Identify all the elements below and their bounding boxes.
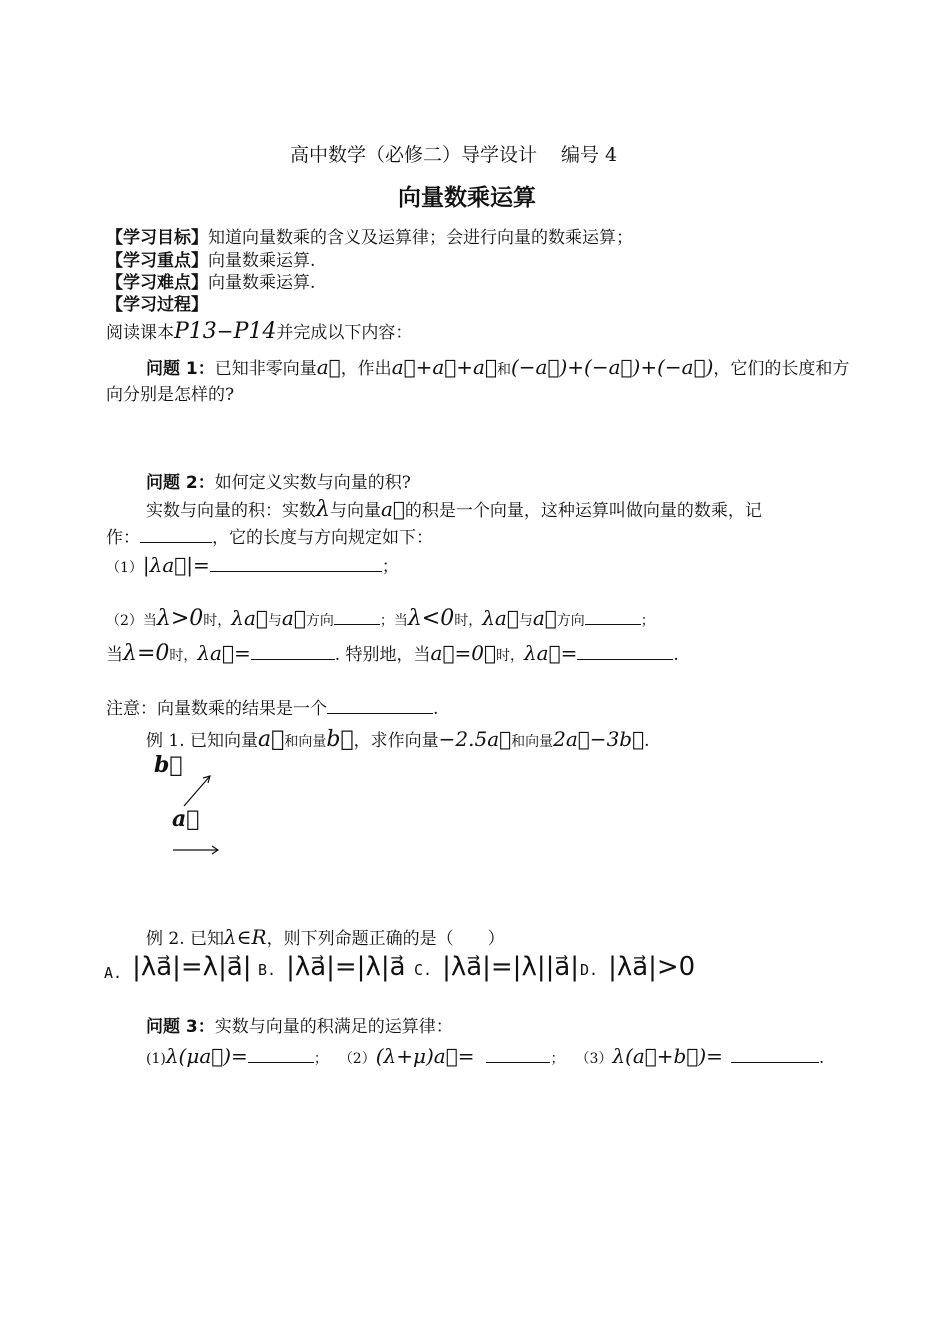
- law-distributive-scalar: (λ+μ)a⃗=: [375, 1044, 475, 1068]
- length-blank[interactable]: [210, 557, 382, 572]
- option-b[interactable]: B. |λa⃗|=|λ|a⃗: [258, 952, 406, 982]
- q2-definition-cont: 作： ，它的长度与方向规定如下：: [106, 528, 433, 548]
- figure-label-b: b⃗: [154, 752, 183, 778]
- q3-laws: (1)λ(μa⃗)= ； （2）(λ+μ)a⃗= ； （3）λ(a⃗+b⃗)= .: [146, 1044, 825, 1068]
- question-3: 问题 3：实数与向量的积满足的运算律：: [146, 1017, 453, 1037]
- goal-label: 【学习目标】: [106, 228, 208, 248]
- q1-label: 问题 1：: [146, 359, 215, 379]
- direction-blank-positive[interactable]: [334, 610, 380, 625]
- series-number: 编号 4: [561, 144, 618, 166]
- distributive-scalar-blank[interactable]: [486, 1048, 550, 1063]
- q2-item-3: 当λ=0时，λa⃗= . 特别地，当a⃗=0⃗时，λa⃗= .: [106, 641, 679, 666]
- reading-instruction: 阅读课本P13−P14并完成以下内容：: [106, 319, 413, 344]
- zero-lambda-blank[interactable]: [251, 645, 335, 660]
- option-a-expr: |λa⃗|=λ|a⃗|: [132, 952, 252, 982]
- q1-expr-sum: a⃗+a⃗+a⃗: [391, 355, 497, 379]
- question-1-cont: 向分别是怎样的?: [106, 385, 235, 405]
- difficulty-label: 【学习难点】: [106, 273, 208, 293]
- option-c-expr: |λa⃗|=|λ||a⃗|: [442, 952, 580, 982]
- figure-label-a: a⃗: [172, 806, 200, 832]
- key-text: 向量数乘运算.: [208, 251, 316, 271]
- associative-blank[interactable]: [248, 1048, 314, 1063]
- question-2: 问题 2：如何定义实数与向量的积?: [146, 473, 411, 493]
- series-title: 高中数学（必修二）导学设计 编号 4: [290, 144, 618, 166]
- result-blank[interactable]: [327, 699, 433, 714]
- goal-text: 知道向量数乘的含义及运算律；会进行向量的数乘运算；: [208, 228, 633, 248]
- option-c[interactable]: C. |λa⃗|=|λ||a⃗|: [414, 952, 580, 982]
- process-label: 【学习过程】: [106, 295, 208, 315]
- example-1: 例 1. 已知向量a⃗和向量b⃗，求作向量−2.5a⃗和向量2a⃗−3b⃗.: [146, 727, 650, 752]
- law-associative: λ(μa⃗)=: [165, 1044, 248, 1068]
- expr-2a-minus-3b: 2a⃗−3b⃗: [553, 727, 645, 751]
- question-1: 问题 1：已知非零向量a⃗，作出a⃗+a⃗+a⃗和(−a⃗)+(−a⃗)+(−a⃗)，它们的长度和方: [146, 355, 850, 379]
- difficulty-text: 向量数乘运算.: [208, 273, 316, 293]
- q1-expr-neg-sum: (−a⃗)+(−a⃗)+(−a⃗): [510, 355, 714, 379]
- expr-minus-2.5a: −2.5a⃗: [438, 727, 512, 751]
- option-b-expr: |λa⃗|=|λ|a⃗: [286, 952, 406, 982]
- q2-item-1: （1）|λa⃗|= ；: [106, 553, 399, 577]
- page-title: 向量数乘运算: [398, 185, 536, 211]
- q2-label: 问题 2：: [146, 473, 215, 493]
- direction-blank-negative[interactable]: [585, 610, 641, 625]
- q3-label: 问题 3：: [146, 1017, 215, 1037]
- example-2: 例 2. 已知λ∈R，则下列命题正确的是（ ）: [146, 925, 505, 949]
- objective-goal: [106, 223, 633, 248]
- q2-item-2: （2）当λ>0时，λa⃗与a⃗方向 ；当λ<0时，λa⃗与a⃗方向 ；: [106, 606, 655, 631]
- page-from: P13: [174, 319, 217, 344]
- key-label: 【学习重点】: [106, 251, 208, 271]
- distributive-vector-blank[interactable]: [731, 1048, 819, 1063]
- page-to: P14: [233, 319, 277, 344]
- note: 注意：向量数乘的结果是一个 .: [106, 699, 439, 719]
- law-distributive-vector: λ(a⃗+b⃗)=: [612, 1044, 723, 1068]
- option-d[interactable]: D. |λa⃗|>0: [580, 952, 696, 982]
- option-a[interactable]: A. |λa⃗|=λ|a⃗|: [104, 952, 252, 982]
- q2-definition: 实数与向量的积：实数λ与向量a⃗的积是一个向量，这种运算叫做向量的数乘，记: [146, 497, 762, 522]
- option-d-expr: |λa⃗|>0: [608, 952, 696, 982]
- zero-vector-blank[interactable]: [577, 645, 673, 660]
- notation-blank[interactable]: [140, 528, 212, 543]
- vector-b-arrow: [184, 776, 210, 806]
